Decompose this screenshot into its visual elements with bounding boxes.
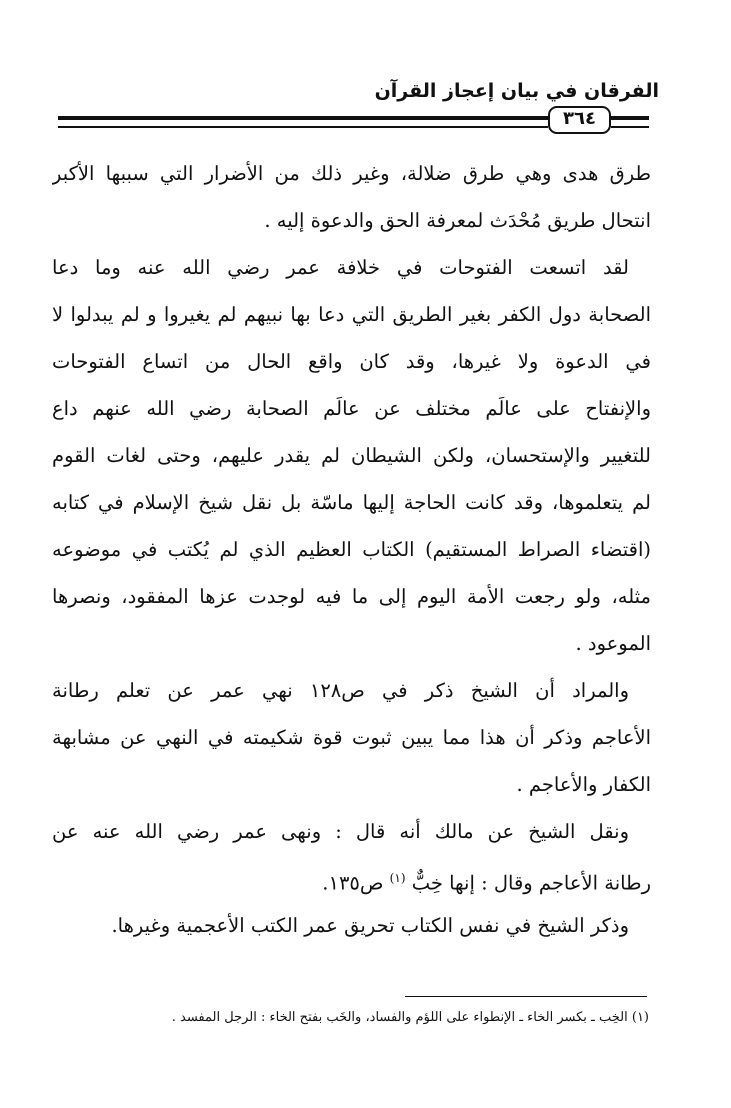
text-line: للتغيير والإستحسان، ولكن الشيطان لم يقدر عليهم، وحتى لغات القوم (52, 444, 651, 467)
text-line: لقد اتسعت الفتوحات في خلافة عمر رضي الله عنه وما دعا (52, 256, 629, 279)
text-line: لم يتعلموها، وقد كانت الحاجة إليها ماسّة بل نقل شيخ الإسلام في كتابه (52, 491, 651, 514)
text-line: ونقل الشيخ عن مالك أنه قال : ونهى عمر رضي الله عنه عن (52, 820, 629, 843)
header-rule-right-thin (611, 126, 649, 128)
text-line: والمراد أن الشيخ ذكر في ص١٢٨ نهي عمر عن تعلم رطانة (52, 679, 630, 702)
text-line-with-footnote-ref (52, 855, 651, 902)
page-number: ٣٦٤ (548, 106, 611, 134)
text-line: والإنفتاح على عالَم مختلف عن عالَم الصحابة رضي الله عنهم داع (52, 397, 651, 420)
text-line: (اقتضاء الصراط المستقيم) الكتاب العظيم الذي لم يُكتب في موضوعه (52, 538, 651, 561)
text-segment: ص١٣٥. (322, 871, 384, 895)
footnote-rule (405, 996, 647, 997)
text-line: الأعاجم وذكر أن هذا مما يبين ثبوت قوة شكيمته في النهي عن مشابهة (52, 726, 651, 749)
footnote-marker: (١) (389, 871, 406, 885)
text-line: الموعود . (575, 632, 651, 655)
text-line: في الدعوة ولا غيرها، وقد كان واقع الحال من اتساع الفتوحات (52, 350, 651, 373)
header-rule-thick (58, 116, 548, 120)
header-rule-right-thick (611, 116, 649, 120)
text-line: مثله، ولو رجعت الأمة اليوم إلى ما فيه لوجدت عزها المفقود، ونصرها (52, 585, 651, 608)
running-title: الفرقان في بيان إعجاز القرآن (374, 80, 659, 102)
header-rule-thin (58, 126, 548, 128)
text-line: الصحابة دول الكفر بغير الطريق التي دعا بها نبيهم لم يغيروا و لم يبدلوا لا (52, 303, 651, 326)
text-line: انتحال طريق مُحْدَث لمعرفة الحق والدعوة إليه . (264, 209, 651, 232)
footnote: (١) الخِب ـ بكسر الخاء ـ الإنطواء على اللؤم والفساد، والخَب بفتح الخاء : الرجل المفسد . (171, 1010, 649, 1025)
text-line: الكفار والأعاجم . (516, 773, 651, 796)
text-segment: رطانة الأعاجم وقال : إنها خِبٌّ (411, 871, 651, 895)
text-line: وذكر الشيخ في نفس الكتاب تحريق عمر الكتب الأعجمية وغيرها. (111, 914, 629, 937)
text-line: طرق هدى وهي طرق ضلالة، وغير ذلك من الأضرار التي سببها الأكبر (52, 162, 651, 185)
main-text (52, 150, 651, 949)
